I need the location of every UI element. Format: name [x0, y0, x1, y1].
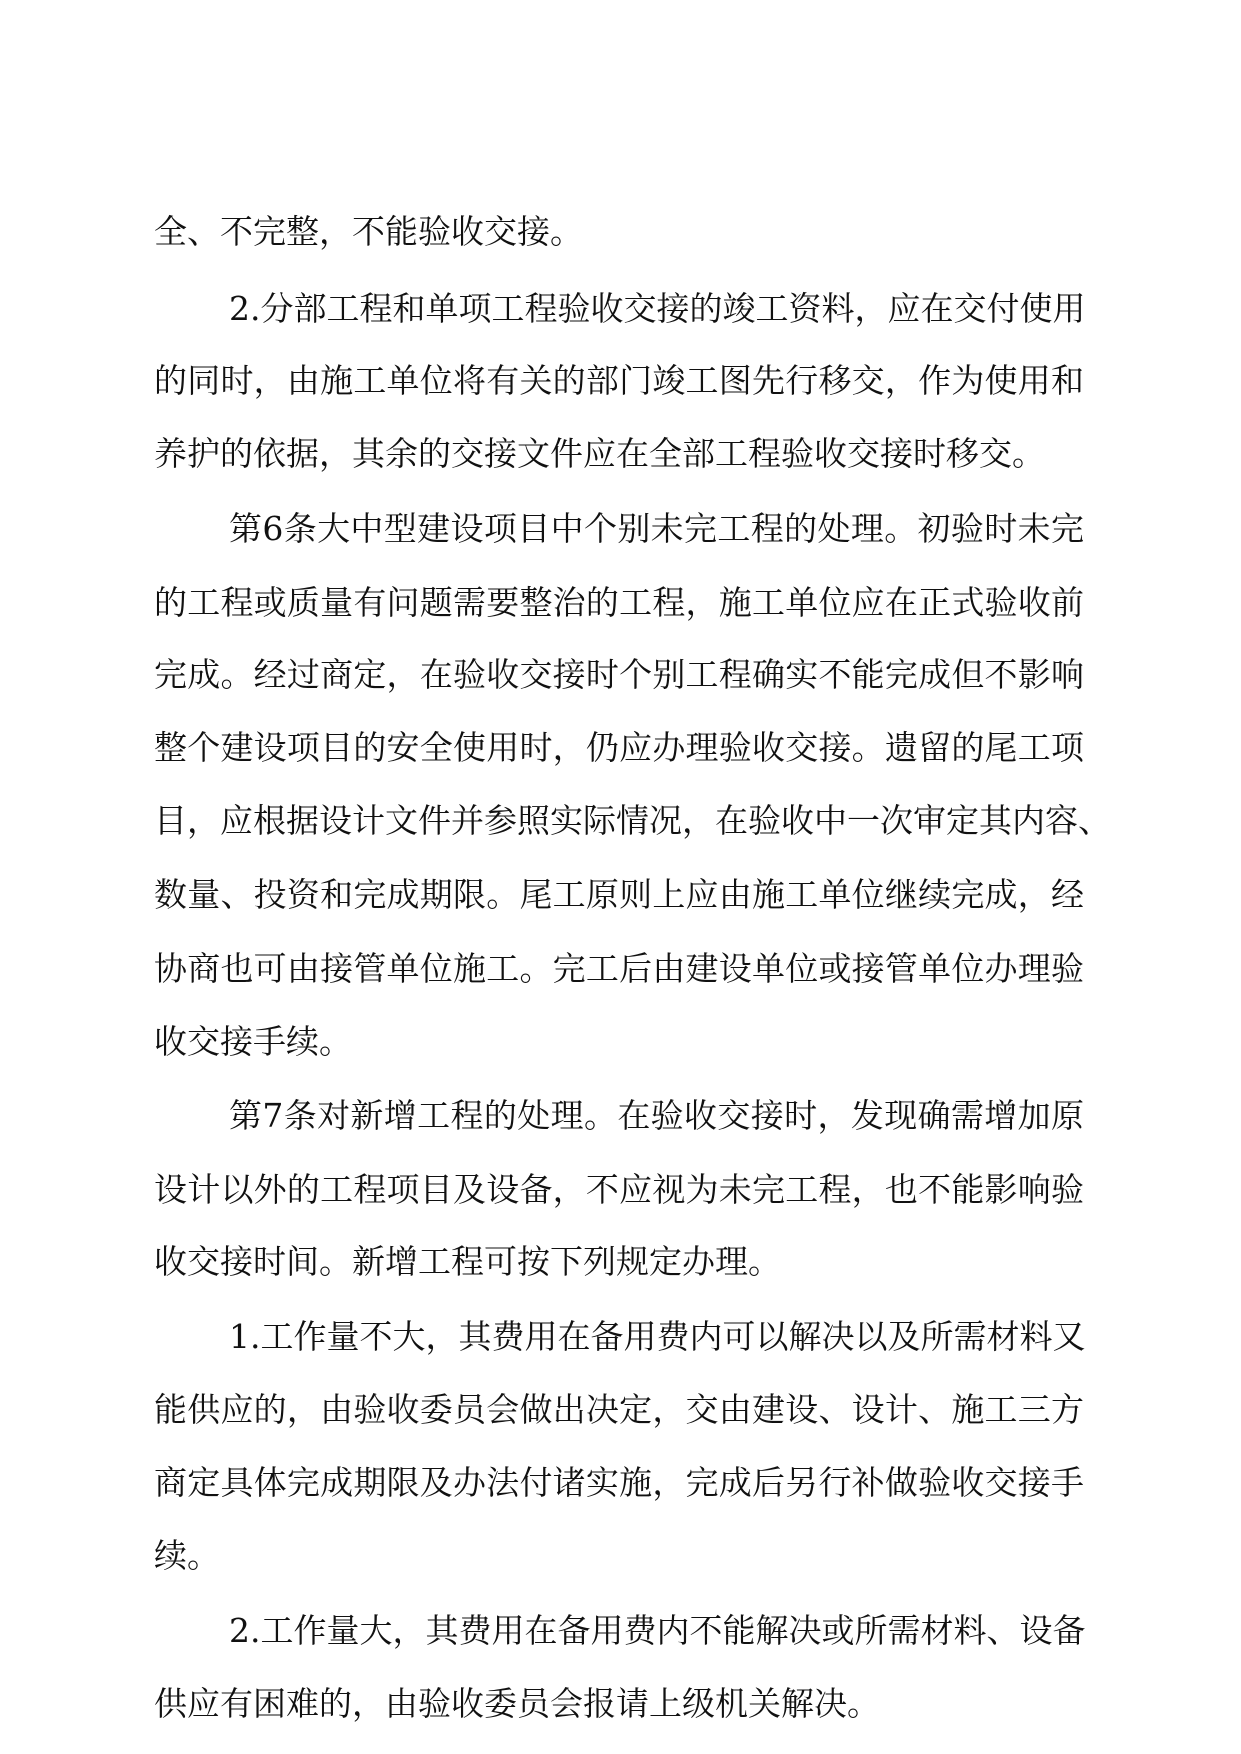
text-line: 收交接时间。新增工程可按下列规定办理。: [154, 1242, 781, 1281]
text-line: 全、不完整，不能验收交接。: [154, 212, 583, 251]
text-line: 供应有困难的，由验收委员会报请上级机关解决。: [154, 1684, 880, 1723]
text-line: 养护的依据，其余的交接文件应在全部工程验收交接时移交。: [154, 434, 1045, 473]
text-line: 数量、投资和完成期限。尾工原则上应由施工单位继续完成，经: [154, 875, 1084, 914]
text-line: 1.工作量不大，其费用在备用费内可以解决以及所需材料又: [229, 1317, 1086, 1356]
text-line: 2.分部工程和单项工程验收交接的竣工资料，应在交付使用: [229, 289, 1086, 328]
text-line: 协商也可由接管单位施工。完工后由建设单位或接管单位办理验: [154, 949, 1084, 988]
text-line: 2.工作量大，其费用在备用费内不能解决或所需材料、设备: [229, 1611, 1086, 1650]
text-line: 续。: [154, 1536, 220, 1575]
text-line: 整个建设项目的安全使用时，仍应办理验收交接。遗留的尾工项: [154, 728, 1084, 767]
text-line: 的工程或质量有问题需要整治的工程，施工单位应在正式验收前: [154, 583, 1084, 622]
text-line: 第7条对新增工程的处理。在验收交接时，发现确需增加原: [229, 1096, 1084, 1135]
text-line: 商定具体完成期限及办法付诸实施，完成后另行补做验收交接手: [154, 1463, 1084, 1502]
text-line: 完成。经过商定，在验收交接时个别工程确实不能完成但不影响: [154, 655, 1084, 694]
text-line: 设计以外的工程项目及设备，不应视为未完工程，也不能影响验: [154, 1170, 1084, 1209]
text-line: 的同时，由施工单位将有关的部门竣工图先行移交，作为使用和: [154, 361, 1084, 400]
text-line: 收交接手续。: [154, 1022, 352, 1061]
text-line: 能供应的，由验收委员会做出决定，交由建设、设计、施工三方: [154, 1390, 1084, 1429]
text-line: 第6条大中型建设项目中个别未完工程的处理。初验时未完: [229, 509, 1084, 548]
text-line: 目，应根据设计文件并参照实际情况，在验收中一次审定其内容、: [154, 801, 1111, 840]
